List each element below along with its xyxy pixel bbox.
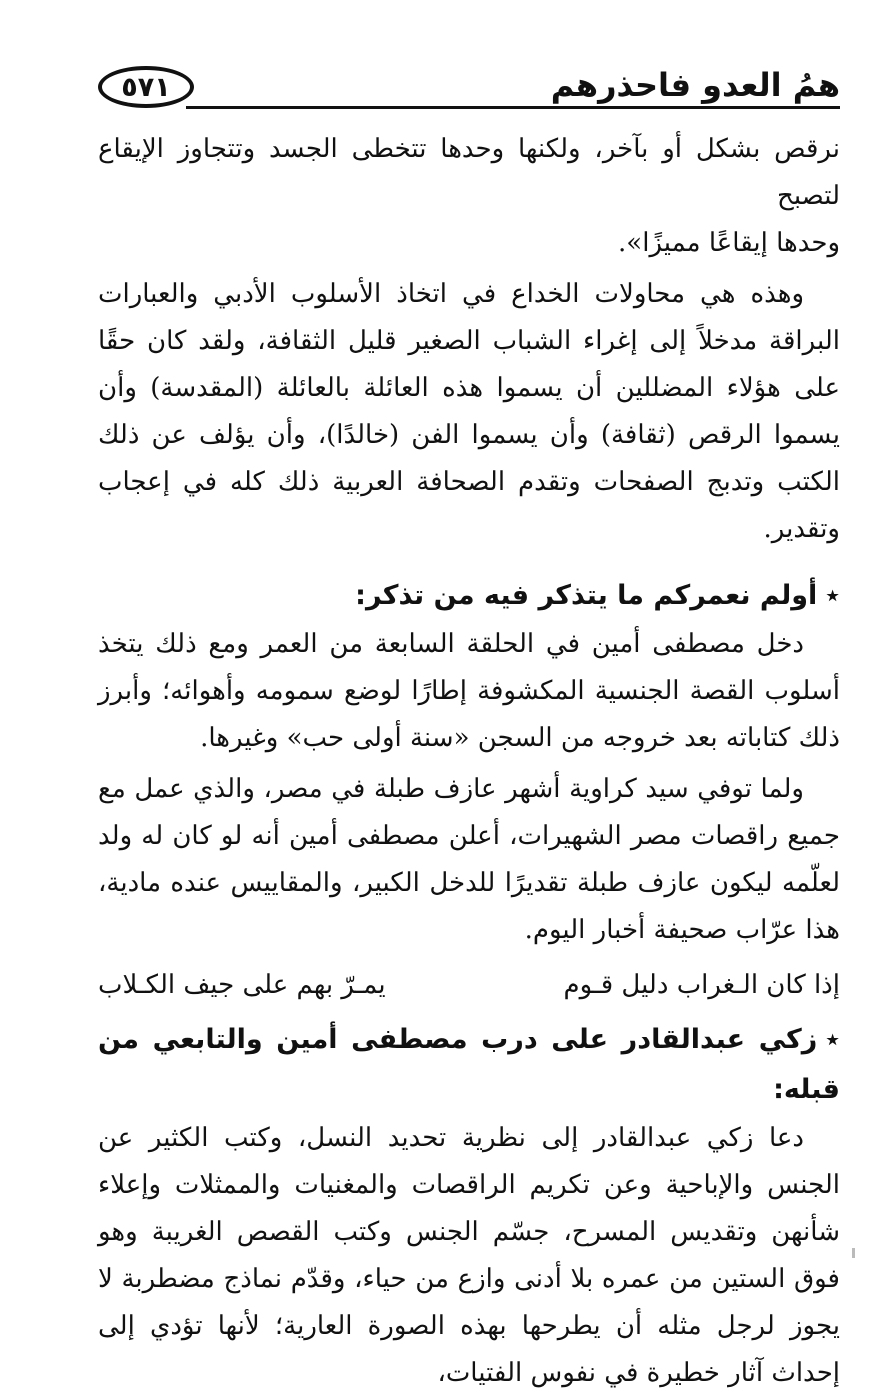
verse-first-hemistich: إذا كان الـغراب دليل قـوم — [563, 970, 840, 1000]
section-heading-1 — [98, 571, 840, 621]
section-heading-2 — [98, 1015, 840, 1115]
paragraph-4: ولما توفي سيد كراوية أشهر عازف طبلة في مصر، والذي عمل مع جميع راقصات مصر الشهيرات، أعلن مصطفى أمين أنه لو كان له ولد لعلّمه ليكون عازف طبلة تقديرًا للدخل الكبير، والمقاييس عنده مادية، هذا عرّاب صحيفة أخبار اليوم. — [98, 774, 840, 945]
paragraph-1-line-2: وحدها إيقاعًا مميزًا». — [618, 228, 840, 258]
paragraph-5: دعا زكي عبدالقادر إلى نظرية تحديد النسل، وكتب الكثير عن الجنس والإباحية وعن تكريم الراقصات والمغنيات والممثلات وإعلاء شأنهن وتقديس المسرح، جسّم الجنس وكتب القصص الغريبة وهو فوق الستين من عمره بلا أدنى وازع من حياء، وقدّم نماذج مضطربة لا يجوز لرجل مثله أن يطرحها بهذه الصورة العارية؛ لأنها تؤدي إلى إحداث آثار خطيرة في نفوس الفتيات، — [98, 1123, 840, 1388]
poetry-verse — [98, 962, 840, 1009]
paragraph-2: وهذه هي محاولات الخداع في اتخاذ الأسلوب الأدبي والعبارات البراقة مدخلاً إلى إغراء الشباب الصغير قليل الثقافة، ولقد كان حقًا على هؤلاء المضللين أن يسموا هذه العائلة بالعائلة (المقدسة) وأن يسموا الرقص (ثقافة) وأن يسموا الفن (خالدًا)، وأن يؤلف عن ذلك الكتب وتدبج الصفحات وتقدم الصحافة العربية ذلك كله في إعجاب وتقدير. — [98, 279, 840, 544]
asterisk-icon: ٭ — [825, 580, 840, 611]
running-title: همُ العدو فاحذرهم — [550, 66, 840, 104]
scan-edge-mark — [852, 1248, 855, 1258]
verse-second-hemistich: يمـرّ بهم على جيف الكـلاب — [98, 970, 386, 1000]
header-rule — [186, 106, 840, 109]
section-heading-1-text: أولم نعمركم ما يتذكر فيه من تذكر: — [355, 580, 818, 611]
page-body — [98, 126, 840, 1397]
paragraph-1-line-1: نرقص بشكل أو بآخر، ولكنها وحدها تتخطى الجسد وتتجاوز الإيقاع لتصبح — [98, 134, 840, 211]
section-heading-2-text: زكي عبدالقادر على درب مصطفى أمين والتابعي من قبله: — [98, 1024, 840, 1105]
page-header — [98, 58, 840, 118]
asterisk-icon: ٭ — [825, 1024, 840, 1055]
paragraph-3: دخل مصطفى أمين في الحلقة السابعة من العمر ومع ذلك يتخذ أسلوب القصة الجنسية المكشوفة إطارًا لوضع سمومه وأهوائه؛ وأبرز ذلك كتاباته بعد خروجه من السجن «سنة أولى حب» وغيرها. — [98, 629, 840, 753]
page-number: ٥٧١ — [98, 66, 194, 108]
